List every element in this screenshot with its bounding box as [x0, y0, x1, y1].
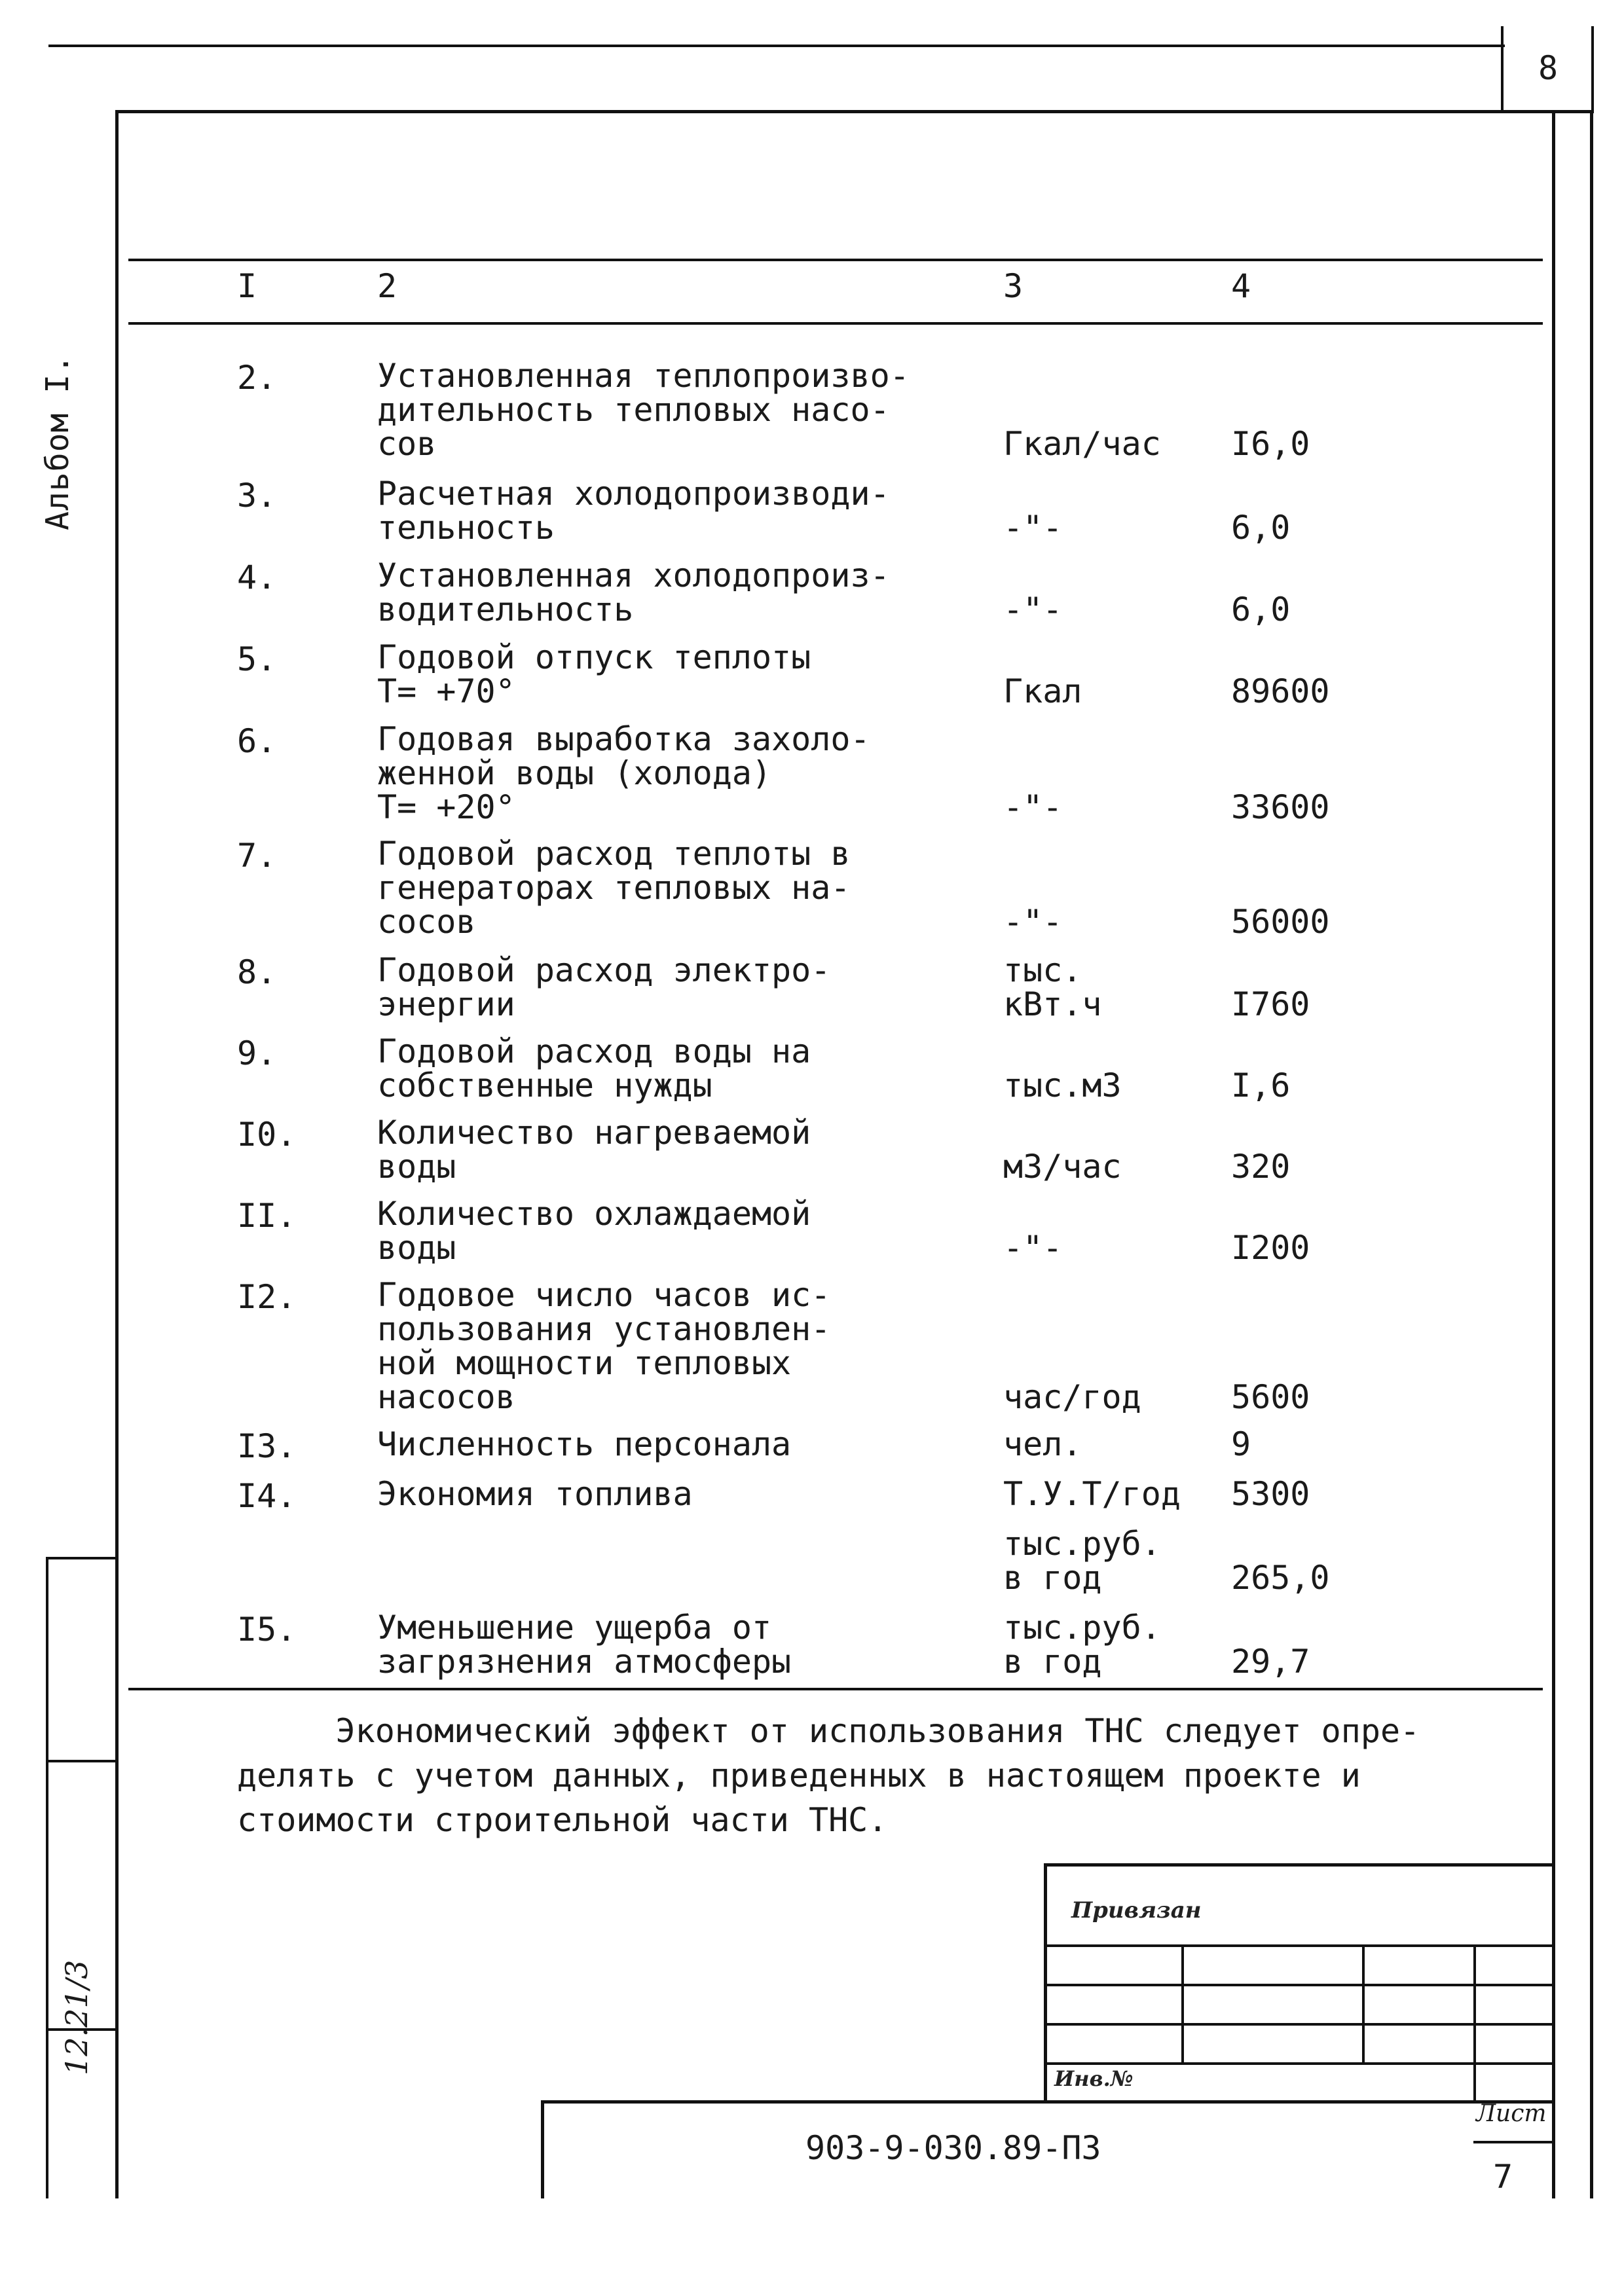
table-header-col-1: I: [237, 267, 257, 305]
row-value: 33600: [1231, 788, 1330, 826]
page-number: 8: [1538, 49, 1559, 87]
row-number: I5.: [237, 1611, 297, 1649]
stamp-inv-label: Инв.№: [1054, 2066, 1134, 2091]
row-unit: тыс.руб. в год: [1003, 1525, 1161, 1597]
row-number: 9.: [237, 1034, 277, 1072]
row-number: 2.: [237, 359, 277, 397]
row-value: I200: [1231, 1229, 1310, 1267]
sheet-label: Лист: [1476, 2100, 1547, 2127]
title-block-left: [541, 2100, 544, 2198]
paragraph-line: стоимости строительной части ТНС.: [237, 1801, 888, 1839]
row-value: 6,0: [1231, 591, 1291, 629]
row-description: Годовой расход теплоты в генераторах тепловых на- сосов: [377, 835, 851, 941]
row-unit: -"-: [1003, 788, 1063, 826]
stamp-row-4: [1044, 2062, 1555, 2065]
margin-column-left: [46, 1557, 48, 2198]
row-unit: час/год: [1003, 1378, 1141, 1416]
row-value: 265,0: [1231, 1559, 1330, 1597]
row-description: Расчетная холодопроизводи- тельность: [377, 475, 890, 547]
row-number: 8.: [237, 953, 277, 991]
album-label: Альбом I.: [39, 354, 76, 530]
stamp-top: [1044, 1863, 1555, 1867]
row-description: Количество охлаждаемой воды: [377, 1195, 811, 1267]
sheet-box-divider: [1473, 2141, 1555, 2143]
row-unit: тыс. кВт.ч: [1003, 951, 1102, 1023]
stamp-col-2: [1362, 1944, 1365, 2062]
title-block-top: [541, 2100, 1555, 2104]
table-header-col-2: 2: [377, 267, 397, 305]
row-number: 4.: [237, 558, 277, 596]
table-bottom-rule: [128, 1688, 1543, 1690]
row-description: Установленная холодопроиз- водительность: [377, 556, 890, 629]
stamp-col-1: [1181, 1944, 1184, 2062]
row-unit: м3/час: [1003, 1148, 1122, 1186]
table-header-col-4: 4: [1231, 267, 1251, 305]
row-value: 29,7: [1231, 1643, 1310, 1681]
row-description: Уменьшение ущерба от загрязнения атмосферы: [377, 1609, 792, 1681]
row-unit: тыс.м3: [1003, 1066, 1122, 1104]
row-value: I6,0: [1231, 425, 1310, 463]
row-description: Годовая выработка захоло- женной воды (холода) Т= +20°: [377, 720, 870, 826]
table-header-top-rule: [128, 259, 1543, 261]
row-value: 5300: [1231, 1475, 1310, 1513]
row-unit: Т.У.Т/год: [1003, 1475, 1181, 1513]
frame-left: [115, 110, 119, 2198]
frame-top: [115, 110, 1594, 113]
frame-right-outer: [1590, 110, 1593, 2198]
margin-column-divider-1: [46, 1760, 118, 1762]
stamp-row-3: [1044, 2023, 1555, 2026]
row-number: II.: [237, 1197, 297, 1235]
row-number: 3.: [237, 477, 277, 515]
row-unit: чел.: [1003, 1425, 1082, 1463]
table-header-col-3: 3: [1003, 267, 1024, 305]
stamp-col-3: [1473, 1944, 1476, 2102]
row-unit: -"-: [1003, 509, 1063, 547]
row-value: I760: [1231, 985, 1310, 1023]
table-header-bottom-rule: [128, 322, 1543, 325]
row-description: Годовой расход воды на собственные нужды: [377, 1032, 811, 1104]
row-number: I2.: [237, 1278, 297, 1316]
economic-effect-paragraph: [237, 1709, 1521, 1842]
row-value: 6,0: [1231, 509, 1291, 547]
margin-column-top: [46, 1557, 118, 1559]
row-unit: -"-: [1003, 903, 1063, 941]
row-number: I0.: [237, 1116, 297, 1154]
paragraph-line: делять с учетом данных, приведенных в настоящем проекте и: [237, 1757, 1361, 1795]
row-number: 6.: [237, 722, 277, 760]
row-description: Годовой отпуск теплоты Т= +70°: [377, 638, 811, 710]
stamp-left: [1044, 1863, 1047, 2103]
row-description: Установленная теплопроизво- дительность тепловых насо- сов: [377, 357, 910, 463]
row-number: 7.: [237, 837, 277, 875]
row-unit: тыс.руб. в год: [1003, 1609, 1161, 1681]
row-unit: -"-: [1003, 1229, 1063, 1267]
document-code: 903-9-030.89-ПЗ: [805, 2129, 1101, 2167]
row-value: 5600: [1231, 1378, 1310, 1416]
row-number: I4.: [237, 1477, 297, 1515]
row-number: 5.: [237, 640, 277, 678]
row-value: 89600: [1231, 672, 1330, 710]
row-description: Годовой расход электро- энергии: [377, 951, 831, 1023]
row-description: Численность персонала: [377, 1425, 792, 1463]
top-rule: [48, 45, 1505, 47]
sheet-number: 7: [1493, 2158, 1513, 2196]
row-value: 56000: [1231, 903, 1330, 941]
row-description: Годовое число часов ис- пользования установлен- ной мощности тепловых насосов: [377, 1276, 831, 1416]
row-value: I,6: [1231, 1066, 1291, 1104]
row-unit: Гкал: [1003, 672, 1082, 710]
row-unit: -"-: [1003, 591, 1063, 629]
frame-right-inner: [1552, 110, 1555, 2198]
row-description: Количество нагреваемой воды: [377, 1114, 811, 1186]
row-value: 320: [1231, 1148, 1291, 1186]
row-value: 9: [1231, 1425, 1251, 1463]
row-unit: Гкал/час: [1003, 425, 1161, 463]
row-number: I3.: [237, 1427, 297, 1465]
side-handwriting: 12.21/3: [59, 1959, 94, 2075]
stamp-row-1: [1044, 1944, 1555, 1947]
stamp-row-2: [1044, 1984, 1555, 1986]
stamp-bound-label: Привязан: [1071, 1897, 1202, 1923]
paragraph-line: Экономический эффект от использования ТНС следует опре-: [237, 1712, 1420, 1750]
row-description: Экономия топлива: [377, 1475, 693, 1513]
